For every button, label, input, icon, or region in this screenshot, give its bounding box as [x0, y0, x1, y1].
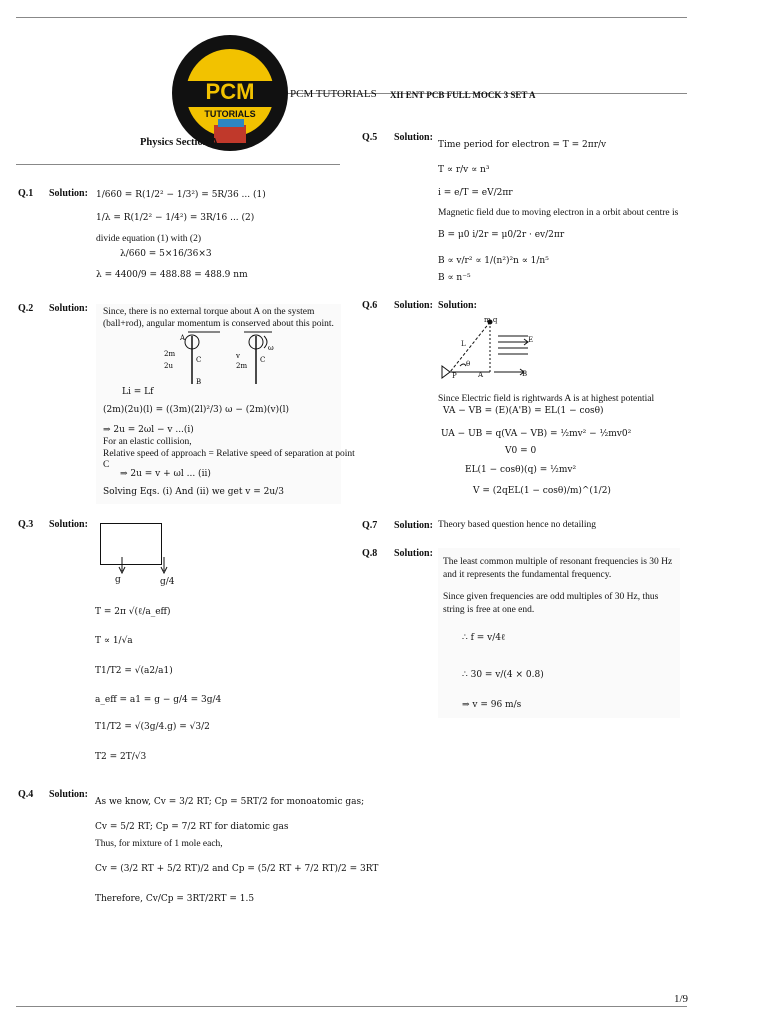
svg-text:2m: 2m — [164, 350, 176, 358]
q7-text: Theory based question hence no detailing — [438, 520, 597, 530]
svg-text:B: B — [196, 378, 202, 386]
logo-sub: TUTORIALS — [204, 109, 256, 119]
q6-fig-p: P — [452, 372, 457, 380]
q6-inner-solution-label: Solution: — [438, 300, 477, 311]
q3-line5: T1/T2 = √(3g/4.g) = √3/2 — [95, 722, 210, 732]
q1-number: Q.1 — [18, 188, 34, 199]
svg-text:A: A — [180, 334, 186, 342]
logo-text: PCM — [205, 79, 255, 104]
section-rule — [16, 164, 340, 165]
q1-line3: divide equation (1) with (2) — [96, 234, 202, 244]
q7-solution-label: Solution: — [394, 520, 433, 531]
svg-text:C: C — [196, 356, 202, 364]
q2-line9: ⇒ 2u = v + ωl ... (ii) — [120, 469, 211, 479]
q6-fig-mq: m,q — [484, 316, 498, 324]
q8-line6: ∴ 30 = v/(4 × 0.8) — [462, 670, 544, 680]
q8-line7: ⇒ v = 96 m/s — [462, 700, 522, 710]
q4-line5: Therefore, Cv/Cp = 3RT/2RT = 1.5 — [95, 894, 255, 904]
q6-fig-b: B — [522, 370, 528, 378]
q3-line1: T = 2π √(ℓ/a_eff) — [95, 607, 171, 617]
q5-line5: B = μ0 i/2r = μ0/2r · ev/2πr — [438, 230, 565, 240]
q2-line3: Li = Lf — [122, 387, 154, 397]
q2-rod-diagram — [160, 330, 280, 386]
q5-line3: i = e/T = eV/2πr — [438, 188, 513, 198]
header-org: PCM TUTORIALS — [290, 88, 377, 100]
q2-line7: Relative speed of approach = Relative speed of separation at point — [103, 449, 355, 459]
page-indicator: 1/9 — [673, 993, 688, 1005]
svg-text:C: C — [260, 356, 266, 364]
q3-solution-label: Solution: — [49, 519, 88, 530]
q8-solution-label: Solution: — [394, 548, 433, 559]
q5-solution-label: Solution: — [394, 132, 433, 143]
q5-line4: Magnetic field due to moving electron in a orbit about centre is — [438, 208, 679, 218]
q4-line4: Cv = (3/2 RT + 5/2 RT)/2 and Cp = (5/2 RT + 7/2 RT)/2 = 3RT — [95, 864, 379, 874]
q2-line5: ⇒ 2u = 2ωl − v ...(i) — [103, 425, 194, 435]
q6-fig-e: E — [528, 336, 534, 344]
q6-line4: V0 = 0 — [505, 446, 537, 456]
q6-fig-a: A — [478, 371, 484, 379]
q2-line8: C — [103, 460, 110, 470]
q1-line4: λ/660 = 5×16/36×3 — [120, 249, 212, 259]
q6-line1: Since Electric field is rightwards A is at highest potential — [438, 394, 655, 404]
q2-line1: Since, there is no external torque about A on the system — [103, 307, 315, 317]
q8-line4: string is free at one end. — [443, 605, 535, 615]
pcm-logo — [170, 33, 290, 153]
q8-line1: The least common multiple of resonant frequencies is 30 Hz — [443, 557, 673, 567]
header-test: XII ENT PCB FULL MOCK 3 SET A — [390, 90, 536, 100]
section-title: Physics Section A — [140, 137, 219, 148]
svg-text:v: v — [236, 352, 240, 360]
q6-line2: VA − VB = (E)(A'B) = EL(1 − cosθ) — [443, 406, 604, 416]
q3-g1: g — [115, 575, 121, 585]
q6-line6: V = (2qEL(1 − cosθ)/m)^(1/2) — [473, 486, 611, 496]
q4-number: Q.4 — [18, 789, 34, 800]
q6-solution-label: Solution: — [394, 300, 433, 311]
q1-line5: λ = 4400/9 = 488.88 = 488.9 nm — [96, 270, 248, 280]
q6-number: Q.6 — [362, 300, 378, 311]
q2-line10: Solving Eqs. (i) And (ii) we get v = 2u/3 — [103, 487, 284, 497]
q5-number: Q.5 — [362, 132, 378, 143]
svg-text:2u: 2u — [164, 362, 173, 370]
q4-solution-label: Solution: — [49, 789, 88, 800]
q7-number: Q.7 — [362, 520, 378, 531]
q3-line4: a_eff = a1 = g − g/4 = 3g/4 — [95, 695, 222, 705]
q5-line7: B ∝ n⁻⁵ — [438, 273, 471, 283]
q4-line2: Cv = 5/2 RT; Cp = 7/2 RT for diatomic gas — [95, 822, 289, 832]
q4-line1: As we know, Cv = 3/2 RT; Cp = 5RT/2 for monoatomic gas; — [95, 797, 365, 807]
q2-solution-label: Solution: — [49, 303, 88, 314]
footer-rule — [16, 1006, 687, 1007]
q6-fig-l: L — [461, 340, 466, 348]
q2-line4: (2m)(2u)(l) = ((3m)(2l)²/3) ω − (2m)(v)(l) — [103, 405, 290, 415]
q6-line5: EL(1 − cosθ)(q) = ½mv² — [465, 465, 577, 475]
q1-solution-label: Solution: — [49, 188, 88, 199]
q2-line6: For an elastic collision, — [103, 437, 192, 447]
q5-line6: B ∝ v/r² ∝ 1/(n²)²n ∝ 1/n⁵ — [438, 256, 549, 266]
q3-line2: T ∝ 1/√a — [95, 636, 133, 646]
svg-text:2m: 2m — [236, 362, 248, 370]
q8-line5: ∴ f = v/4ℓ — [462, 633, 506, 643]
q5-line1: Time period for electron = T = 2πr/v — [438, 140, 607, 150]
q3-number: Q.3 — [18, 519, 34, 530]
q3-line3: T1/T2 = √(a2/a1) — [95, 666, 173, 676]
q1-line2: 1/λ = R(1/2² − 1/4²) = 3R/16 ... (2) — [96, 213, 255, 223]
q8-number: Q.8 — [362, 548, 378, 559]
q8-line2: and it represents the fundamental frequency. — [443, 570, 612, 580]
top-rule — [16, 17, 687, 18]
q3-line6: T2 = 2T/√3 — [95, 752, 147, 762]
q2-number: Q.2 — [18, 303, 34, 314]
q1-line1: 1/660 = R(1/2² − 1/3²) = 5R/36 ... (1) — [96, 190, 266, 200]
q5-line2: T ∝ r/v ∝ n³ — [438, 165, 490, 175]
svg-text:ω: ω — [268, 344, 274, 352]
q4-line3: Thus, for mixture of 1 mole each, — [95, 839, 223, 849]
q6-line3: UA − UB = q(VA − VB) = ½mv² − ½mv0² — [441, 429, 632, 439]
q2-line2: (ball+rod), angular momentum is conserved about this point. — [103, 319, 334, 329]
q3-g2: g/4 — [160, 577, 175, 587]
q6-fig-theta: θ — [466, 360, 471, 368]
q8-line3: Since given frequencies are odd multiples of 30 Hz, thus — [443, 592, 659, 602]
